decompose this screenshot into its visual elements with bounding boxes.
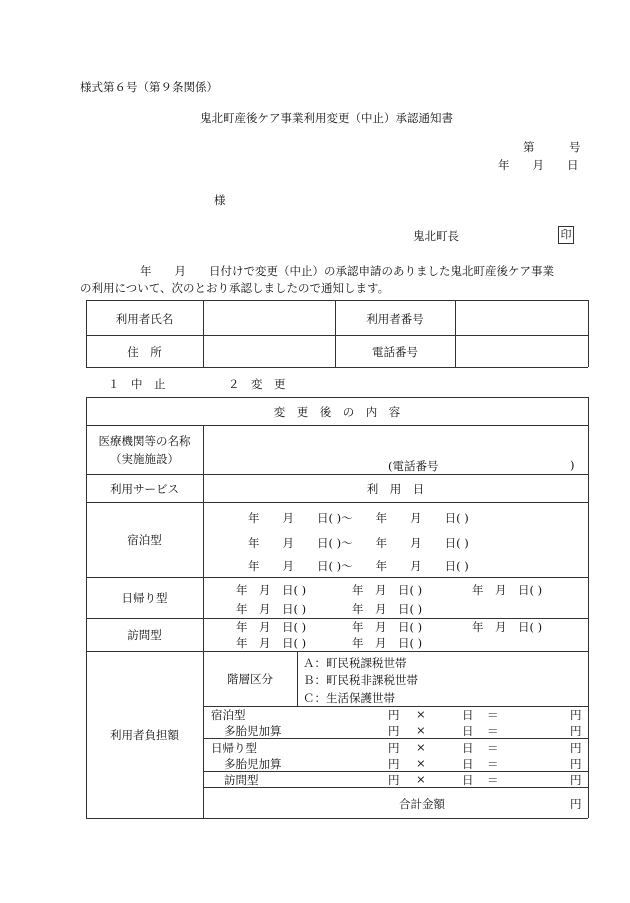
fee-visit-label: 訪問型 (224, 773, 259, 787)
fee-times: × (416, 772, 426, 786)
total-amount-yen: 円 (570, 797, 582, 811)
visit-date-3[interactable]: 年 月 日( ) (472, 620, 543, 634)
fee-days: 日 (462, 773, 474, 787)
option-change[interactable]: ２ 変 更 (228, 377, 286, 391)
facility-name-field[interactable] (206, 427, 586, 457)
body-text-line2: の利用について、次のとおり承認しましたので通知します。 (80, 281, 390, 295)
facility-phone-label: (電話番号 (388, 459, 439, 473)
facility-phone-close: ) (570, 458, 575, 472)
fee-equals: ＝ (487, 741, 499, 755)
visit-date-5[interactable]: 年 月 日( ) (352, 636, 423, 650)
total-amount-label: 合計金額 (399, 797, 445, 811)
fee-days: 日 (462, 708, 474, 722)
day-date-2[interactable]: 年 月 日( ) (352, 583, 423, 597)
fee-equals: ＝ (487, 757, 499, 771)
visit-label: 訪問型 (127, 628, 162, 642)
day-date-3[interactable]: 年 月 日( ) (472, 583, 543, 597)
day-date-1[interactable]: 年 月 日( ) (236, 583, 307, 597)
burden-label: 利用者負担額 (110, 728, 179, 742)
seal-mark: 印 (558, 226, 574, 244)
addressee-suffix: 様 (214, 193, 226, 207)
phone-field[interactable] (457, 337, 586, 365)
user-name-field[interactable] (205, 302, 333, 333)
phone-label: 電話番号 (372, 345, 418, 359)
form-number: 様式第６号（第９条関係） (80, 80, 218, 94)
user-number-label: 利用者番号 (366, 312, 424, 326)
fee-days: 日 (462, 724, 474, 738)
fee-yen: 円 (388, 757, 400, 771)
fee-yen: 円 (388, 741, 400, 755)
fee-total-yen: 円 (570, 773, 582, 787)
issue-date: 年 月 日 (498, 158, 579, 172)
fee-times: × (416, 756, 426, 770)
visit-date-4[interactable]: 年 月 日( ) (236, 636, 307, 650)
visit-date-1[interactable]: 年 月 日( ) (236, 620, 307, 634)
stay-row-2[interactable]: 年 月 日( )～ 年 月 日( ) (248, 536, 469, 550)
fee-total-yen: 円 (570, 741, 582, 755)
day-label: 日帰り型 (121, 591, 168, 605)
usage-days-label: 利 用 日 (366, 482, 425, 496)
fee-days: 日 (462, 757, 474, 771)
stay-row-1[interactable]: 年 月 日( )～ 年 月 日( ) (248, 511, 469, 525)
fee-yen: 円 (388, 708, 400, 722)
sender-name: 鬼北町長 (413, 229, 459, 243)
fee-total-yen: 円 (570, 757, 582, 771)
service-label: 利用サービス (110, 482, 179, 496)
facility-label-line2: （実施施設） (110, 452, 179, 466)
fee-times: × (416, 740, 426, 754)
fee-times: × (416, 723, 426, 737)
tier-b[interactable]: Ｂ：町民税非課税世帯 (303, 673, 418, 687)
user-number-field[interactable] (457, 302, 586, 333)
fee-days: 日 (462, 741, 474, 755)
document-number: 第 号 (523, 140, 581, 154)
address-label: 住 所 (127, 345, 162, 359)
page-title: 鬼北町産後ケア事業利用変更（中止）承認通知書 (200, 111, 453, 125)
stay-label: 宿泊型 (127, 533, 162, 547)
user-name-label: 利用者氏名 (115, 312, 174, 326)
fee-times: × (416, 707, 426, 721)
fee-day-multi-label: 多胎児加算 (224, 757, 282, 771)
fee-day-label: 日帰り型 (211, 741, 257, 755)
fee-total-yen: 円 (570, 724, 582, 738)
tier-c[interactable]: Ｃ：生活保護世帯 (303, 691, 395, 705)
fee-equals: ＝ (487, 724, 499, 738)
stay-row-3[interactable]: 年 月 日( )～ 年 月 日( ) (248, 559, 469, 573)
day-date-5[interactable]: 年 月 日( ) (352, 602, 423, 616)
fee-stay-multi-label: 多胎児加算 (224, 724, 282, 738)
facility-label-line1: 医療機関等の名称 (98, 434, 191, 448)
fee-equals: ＝ (487, 708, 499, 722)
detail-header: 変 更 後 の 内 容 (273, 405, 401, 419)
visit-date-2[interactable]: 年 月 日( ) (352, 620, 423, 634)
fee-total-yen: 円 (570, 708, 582, 722)
address-field[interactable] (205, 337, 333, 365)
fee-equals: ＝ (487, 773, 499, 787)
fee-yen: 円 (388, 724, 400, 738)
day-date-4[interactable]: 年 月 日( ) (236, 602, 307, 616)
tier-a[interactable]: Ａ：町民税課税世帯 (303, 656, 407, 670)
fee-yen: 円 (388, 773, 400, 787)
fee-stay-label: 宿泊型 (211, 708, 246, 722)
tier-label: 階層区分 (227, 672, 273, 686)
body-text-line1: 年 月 日付けで変更（中止）の承認申請のありました鬼北町産後ケア事業 (140, 264, 554, 278)
option-cancel[interactable]: １ 中 止 (108, 377, 166, 391)
